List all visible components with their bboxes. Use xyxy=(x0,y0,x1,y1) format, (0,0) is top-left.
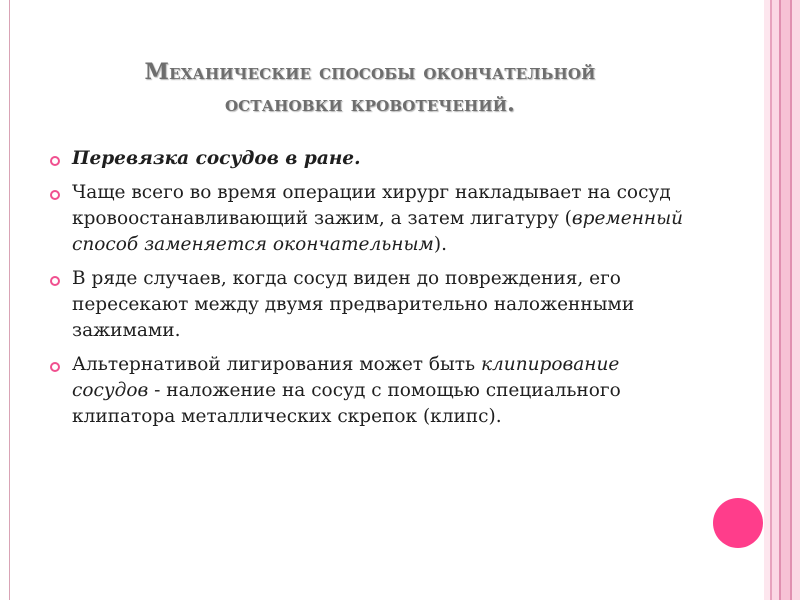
bullet-circle-icon xyxy=(50,190,60,200)
stripe xyxy=(781,0,790,600)
bullet-item xyxy=(48,352,688,430)
slide-title xyxy=(40,56,700,120)
bullet-circle-icon xyxy=(50,276,60,286)
bullet-item xyxy=(48,266,688,344)
bullet-text: Чаще всего во время операции хирург накладывает на сосуд кровоостанавливающий зажим, а затем лигатуру ( xyxy=(72,182,671,229)
bullet-item xyxy=(48,146,688,172)
decorative-pink-circle xyxy=(713,498,763,548)
left-frame-border xyxy=(0,0,10,600)
decorative-stripes xyxy=(764,0,800,600)
title-line-2: остановки кровотечений. xyxy=(224,91,515,117)
stripe xyxy=(772,0,779,600)
bullet-text: Перевязка сосудов в ране. xyxy=(72,148,361,169)
bullet-item xyxy=(48,180,688,258)
bullet-italic-text: временный способ заменяется окончательным xyxy=(72,208,684,255)
bullet-circle-icon xyxy=(50,362,60,372)
bullet-text-end: - наложение на сосуд с помощью специального клипатора металлических скрепок (клипс). xyxy=(72,380,621,427)
bullet-text-end: ). xyxy=(433,234,447,255)
bullet-italic-text: клипирование сосудов xyxy=(72,354,620,401)
bullet-circle-icon xyxy=(50,156,60,166)
title-line-1: Механические способы окончательной xyxy=(144,59,596,85)
stripe xyxy=(792,0,800,600)
bullet-text: В ряде случаев, когда сосуд виден до повреждения, его пересекают между двумя предварительно наложенными зажимами. xyxy=(72,268,635,341)
bullet-text: Альтернативой лигирования может быть xyxy=(72,354,481,375)
bullet-list xyxy=(48,146,688,438)
